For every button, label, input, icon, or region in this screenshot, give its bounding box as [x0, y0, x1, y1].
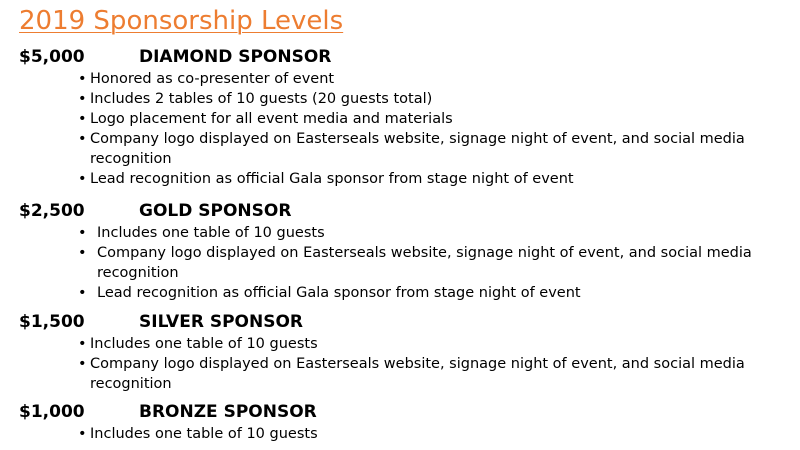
bullet-icon: •	[78, 71, 87, 87]
bullet-icon: •	[78, 426, 87, 442]
benefit-item	[0, 169, 800, 189]
benefit-text: Includes one table of 10 guests	[90, 426, 318, 442]
bullet-icon: •	[78, 285, 87, 301]
level-tier: DIAMOND SPONSOR	[139, 47, 332, 67]
benefit-text: Company logo displayed on Easterseals website, signage night of event, and social media recognition	[90, 356, 745, 392]
bullet-icon: •	[78, 225, 87, 241]
benefit-list	[0, 334, 800, 394]
benefit-item	[0, 354, 800, 394]
bullet-icon: •	[78, 336, 87, 352]
benefit-text: Honored as co-presenter of event	[90, 71, 335, 87]
level-tier: BRONZE SPONSOR	[139, 402, 317, 422]
level-header	[0, 400, 800, 424]
benefit-list	[0, 424, 800, 444]
benefit-item	[0, 424, 800, 444]
page-title: 2019 Sponsorship Levels	[19, 6, 344, 36]
bullet-icon: •	[78, 356, 87, 372]
benefit-item	[0, 283, 800, 303]
benefit-text: Logo placement for all event media and materials	[90, 111, 453, 127]
benefit-item	[0, 69, 800, 89]
benefit-item	[0, 109, 800, 129]
level-tier: SILVER SPONSOR	[139, 312, 304, 332]
benefit-text: Includes one table of 10 guests	[97, 225, 325, 241]
benefit-item	[0, 223, 800, 243]
level-price: $1,500	[19, 312, 85, 332]
benefit-list	[0, 69, 800, 189]
benefit-text: Lead recognition as official Gala sponsor from stage night of event	[97, 285, 581, 301]
bullet-icon: •	[78, 131, 87, 147]
bullet-icon: •	[78, 91, 87, 107]
bullet-icon: •	[78, 171, 87, 187]
level-gold	[0, 199, 800, 303]
benefit-item	[0, 243, 800, 283]
benefit-text: Company logo displayed on Easterseals website, signage night of event, and social media recognition	[90, 131, 745, 167]
level-bronze	[0, 400, 800, 444]
level-price: $5,000	[19, 47, 85, 67]
benefit-item	[0, 334, 800, 354]
benefit-text: Includes one table of 10 guests	[90, 336, 318, 352]
benefit-text: Company logo displayed on Easterseals website, signage night of event, and social media recognition	[97, 245, 752, 281]
benefit-item	[0, 129, 800, 169]
benefit-text: Lead recognition as official Gala sponsor from stage night of event	[90, 171, 574, 187]
benefit-list	[0, 223, 800, 303]
level-price: $1,000	[19, 402, 85, 422]
level-header	[0, 45, 800, 69]
bullet-icon: •	[78, 111, 87, 127]
level-silver	[0, 310, 800, 394]
bullet-icon: •	[78, 245, 87, 261]
level-tier: GOLD SPONSOR	[139, 201, 292, 221]
benefit-text: Includes 2 tables of 10 guests (20 guests total)	[90, 91, 433, 107]
level-header	[0, 199, 800, 223]
level-diamond	[0, 45, 800, 189]
level-header	[0, 310, 800, 334]
level-price: $2,500	[19, 201, 85, 221]
benefit-item	[0, 89, 800, 109]
